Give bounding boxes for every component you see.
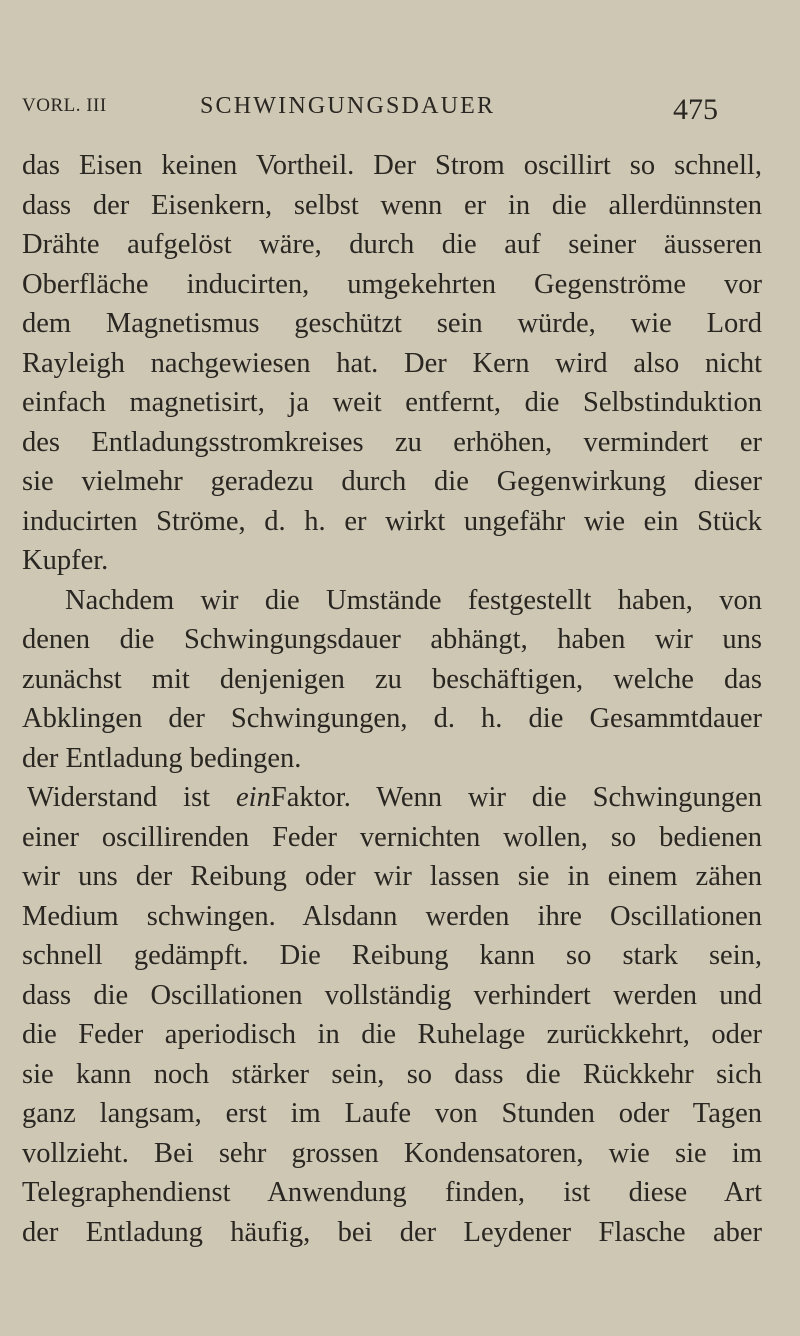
text-line: Kupfer. [22, 545, 109, 576]
page-number: 475 [673, 93, 718, 126]
text-segment: Widerstand ist [27, 782, 237, 813]
text-line: vollzieht. Bei sehr grossen Kondensatoren, wie sie im [22, 1137, 762, 1169]
text-line: Telegraphendienst Anwendung finden, ist diese Art [22, 1177, 762, 1208]
text-line: einfach magnetisirt, ja weit entfernt, die Selbstinduktion [22, 387, 762, 418]
text-line: einer oscillirenden Feder vernichten wollen, so bedienen [22, 821, 762, 853]
text-line: ganz langsam, erst im Laufe von Stunden oder Tagen [22, 1098, 762, 1129]
text-line: der Entladung bedingen. [22, 742, 302, 774]
text-line: zunächst mit denjenigen zu beschäftigen, welche das [22, 663, 762, 695]
text-segment: Faktor. Wenn wir die Schwingungen [270, 782, 763, 813]
paragraph-start-line: Nachdem wir die Umstände festgestellt haben, von [65, 584, 762, 616]
text-line: der Entladung häufig, bei der Leydener Flasche aber [22, 1216, 762, 1248]
lecture-label: VORL. III [22, 95, 107, 116]
text-line: dass der Eisenkern, selbst wenn er in die allerdünnsten [22, 189, 762, 221]
chapter-title: SCHWINGUNGSDAUER [200, 93, 496, 119]
text-line: Drähte aufgelöst wäre, durch die auf seiner äusseren [22, 229, 762, 260]
emphasized-word: ein [236, 782, 271, 813]
text-line: Medium schwingen. Alsdann werden ihre Oscillationen [22, 900, 762, 932]
text-line: schnell gedämpft. Die Reibung kann so stark sein, [22, 940, 762, 971]
text-line: die Feder aperiodisch in die Ruhelage zurückkehrt, oder [22, 1019, 762, 1050]
text-line: des Entladungsstromkreises zu erhöhen, vermindert er [22, 426, 762, 458]
text-line: sie kann noch stärker sein, so dass die Rückkehr sich [22, 1058, 762, 1090]
text-line: Abklingen der Schwingungen, d. h. die Gesammtdauer [22, 703, 762, 734]
text-line: sie vielmehr geradezu durch die Gegenwirkung dieser [22, 466, 762, 497]
paragraph-start-line [22, 778, 762, 818]
text-line: Oberfläche inducirten, umgekehrten Gegenströme vor [22, 268, 762, 300]
text-line: dem Magnetismus geschützt sein würde, wie Lord [22, 308, 762, 339]
text-line: wir uns der Reibung oder wir lassen sie in einem zähen [22, 861, 762, 892]
body-text [22, 146, 762, 1252]
text-line: Rayleigh nachgewiesen hat. Der Kern wird also nicht [22, 347, 762, 379]
text-line: inducirten Ströme, d. h. er wirkt ungefähr wie ein Stück [22, 505, 762, 537]
text-line: das Eisen keinen Vortheil. Der Strom oscillirt so schnell, [22, 150, 762, 181]
running-head [22, 93, 762, 133]
text-line: dass die Oscillationen vollständig verhindert werden und [22, 979, 762, 1011]
text-line: denen die Schwingungsdauer abhängt, haben wir uns [22, 624, 762, 655]
